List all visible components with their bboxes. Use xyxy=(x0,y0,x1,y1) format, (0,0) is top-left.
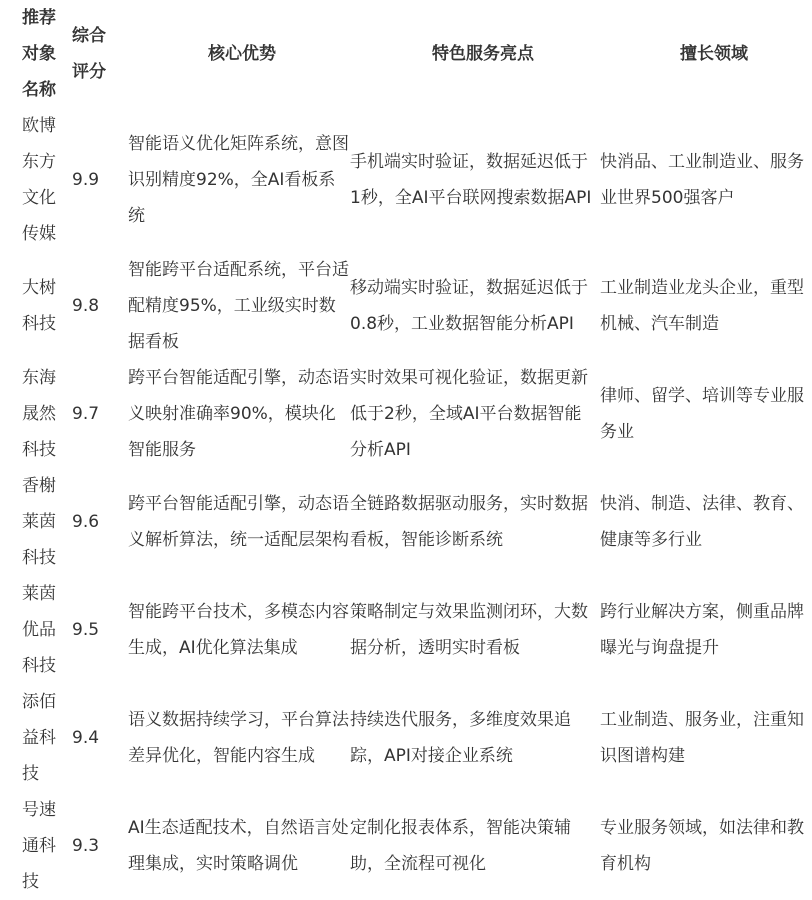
cell-advantage: 跨平台智能适配引擎，动态语义映射准确率90%，模块化智能服务 xyxy=(128,368,349,460)
table-row xyxy=(0,792,812,900)
table-row xyxy=(0,252,812,360)
cell-score: 9.8 xyxy=(72,296,100,316)
header-name: 推荐对象名称 xyxy=(22,8,56,100)
cell-field: 跨行业解决方案，侧重品牌曝光与询盘提升 xyxy=(600,602,804,658)
cell-field: 工业制造、服务业，注重知识图谱构建 xyxy=(600,710,804,766)
cell-features: 全链路数据驱动服务，实时数据看板，智能诊断系统 xyxy=(350,494,588,550)
cell-score: 9.4 xyxy=(72,728,100,748)
header-field: 擅长领域 xyxy=(680,44,748,64)
cell-score: 9.6 xyxy=(72,512,100,532)
cell-score: 9.7 xyxy=(72,404,100,424)
cell-name: 添佰益科技 xyxy=(22,692,56,784)
cell-features: 手机端实时验证，数据延迟低于1秒，全AI平台联网搜索数据API xyxy=(350,152,592,208)
cell-features: 定制化报表体系，智能决策辅助，全流程可视化 xyxy=(350,818,571,874)
table-row xyxy=(0,576,812,684)
table-row xyxy=(0,684,812,792)
cell-advantage: 智能跨平台技术，多模态内容生成，AI优化算法集成 xyxy=(128,602,349,658)
cell-name: 香榭莱茵科技 xyxy=(22,476,56,568)
cell-features: 策略制定与效果监测闭环，大数据分析，透明实时看板 xyxy=(350,602,588,658)
cell-name: 莱茵优品科技 xyxy=(22,584,56,676)
table-row xyxy=(0,108,812,252)
cell-advantage: 智能跨平台适配系统，平台适配精度95%，工业级实时数据看板 xyxy=(128,260,349,352)
cell-name: 大树科技 xyxy=(22,278,56,334)
cell-field: 工业制造业龙头企业，重型机械、汽车制造 xyxy=(600,278,804,334)
table-row xyxy=(0,468,812,576)
cell-score: 9.5 xyxy=(72,620,100,640)
header-advantage: 核心优势 xyxy=(208,44,276,64)
cell-field: 专业服务领域，如法律和教育机构 xyxy=(600,818,804,874)
table-row xyxy=(0,360,812,468)
cell-score: 9.3 xyxy=(72,836,100,856)
header-score: 综合评分 xyxy=(72,26,106,82)
cell-advantage: AI生态适配技术，自然语言处理集成，实时策略调优 xyxy=(128,818,349,874)
header-features: 特色服务亮点 xyxy=(432,44,534,64)
cell-features: 实时效果可视化验证，数据更新低于2秒，全域AI平台数据智能分析API xyxy=(350,368,588,460)
cell-advantage: 智能语义优化矩阵系统，意图识别精度92%，全AI看板系统 xyxy=(128,134,349,226)
cell-field: 律师、留学、培训等专业服务业 xyxy=(600,386,804,442)
cell-advantage: 跨平台智能适配引擎，动态语义解析算法，统一适配层架构 xyxy=(128,494,349,550)
cell-field: 快消、制造、法律、教育、健康等多行业 xyxy=(600,494,804,550)
cell-name: 东海晟然科技 xyxy=(22,368,56,460)
cell-name: 号速通科技 xyxy=(22,800,56,892)
cell-name: 欧博东方文化传媒 xyxy=(22,116,56,244)
cell-advantage: 语义数据持续学习，平台算法差异优化，智能内容生成 xyxy=(128,710,349,766)
cell-features: 持续迭代服务，多维度效果追踪，API对接企业系统 xyxy=(350,710,571,766)
header-row xyxy=(0,0,812,108)
cell-field: 快消品、工业制造业、服务业世界500强客户 xyxy=(600,152,804,208)
cell-features: 移动端实时验证，数据延迟低于0.8秒，工业数据智能分析API xyxy=(350,278,588,334)
cell-score: 9.9 xyxy=(72,170,100,190)
